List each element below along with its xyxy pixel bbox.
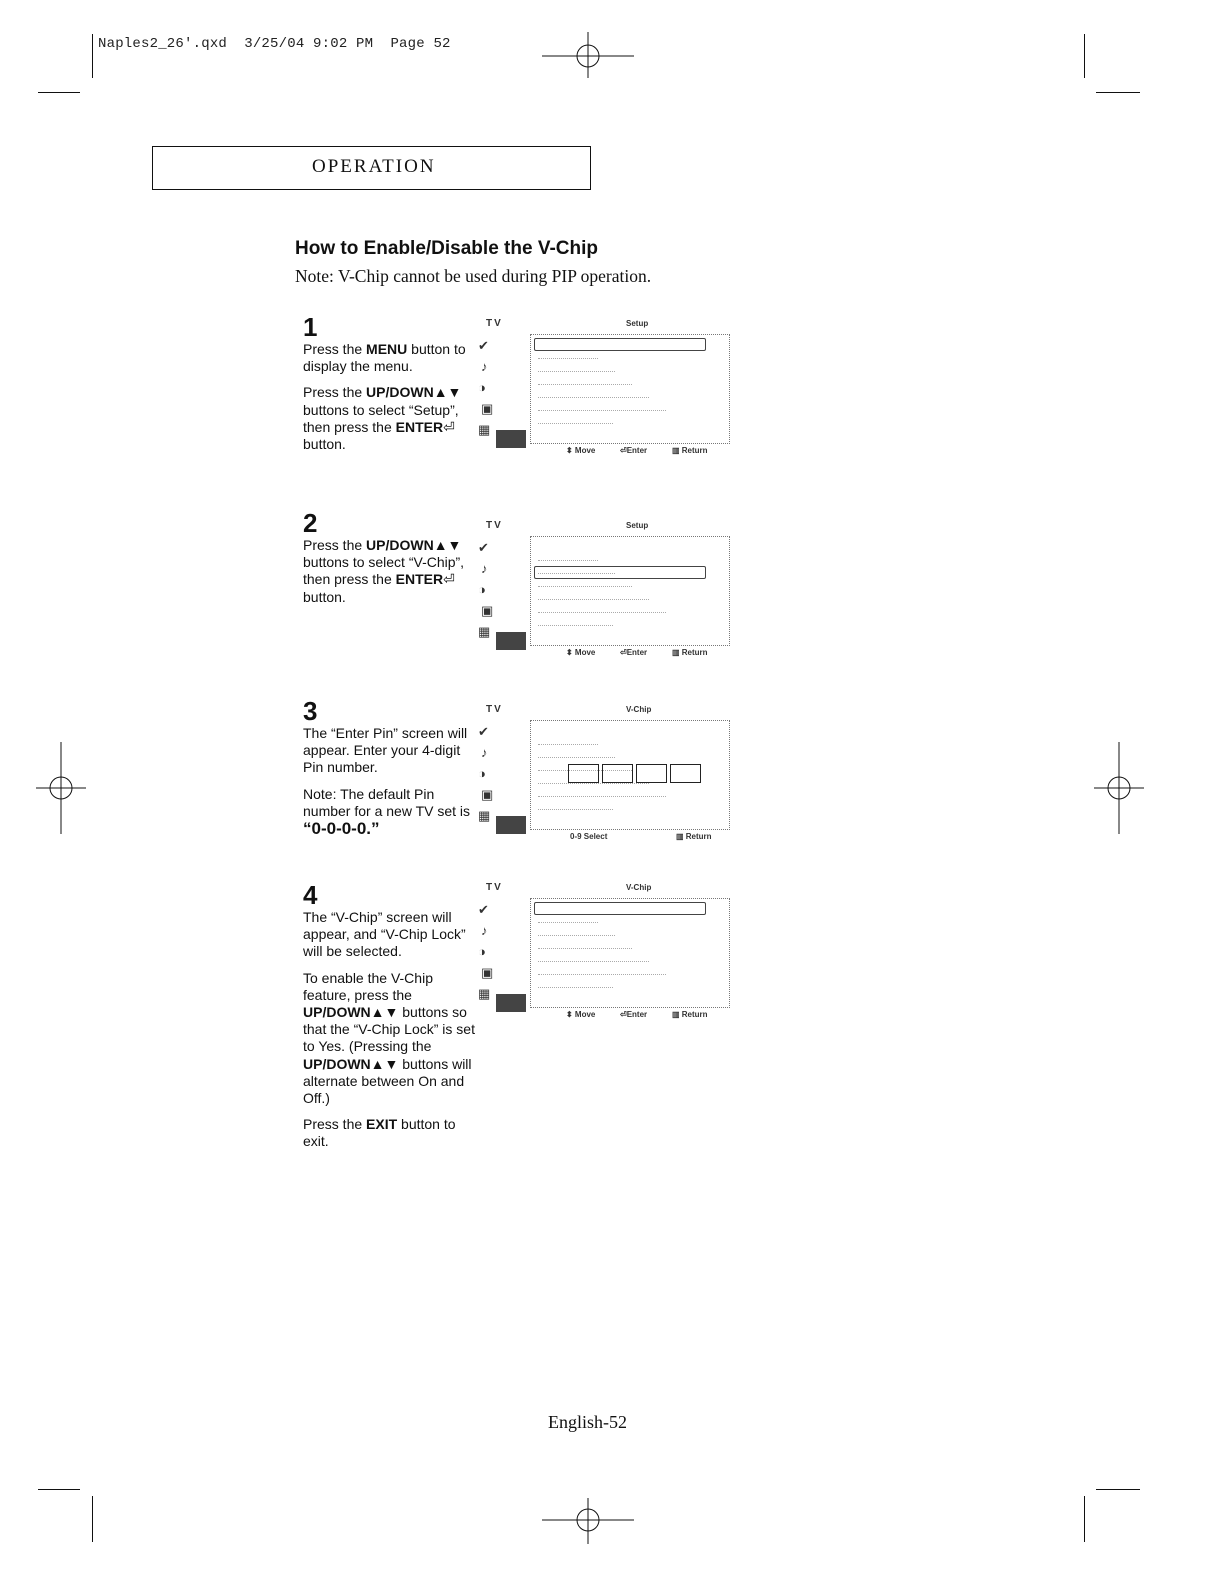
instruction-paragraph bbox=[303, 341, 478, 375]
menu-row-placeholder bbox=[538, 948, 632, 950]
screen-source-label: TV bbox=[486, 520, 503, 531]
menu-category-icon: ▦ bbox=[478, 422, 491, 437]
menu-category-icon: ✔ bbox=[478, 540, 489, 555]
menu-row-placeholder bbox=[538, 757, 615, 759]
screen-source-label: TV bbox=[486, 704, 503, 715]
menu-row-placeholder bbox=[538, 358, 598, 360]
menu-category-icon: ◑ bbox=[478, 766, 486, 781]
crop-mark bbox=[92, 1496, 93, 1542]
crop-mark bbox=[1096, 92, 1140, 93]
menu-category-icon: ▣ bbox=[481, 787, 494, 802]
instruction-text: ⏎ button. bbox=[303, 571, 455, 605]
screen-source-label: TV bbox=[486, 882, 503, 893]
menu-category-icon: ♪ bbox=[481, 745, 488, 760]
menu-category-icon: ◑ bbox=[478, 380, 486, 395]
button-name: UP/DOWN▲▼ bbox=[303, 1055, 399, 1072]
menu-row-placeholder bbox=[538, 796, 666, 798]
step-instructions bbox=[303, 909, 478, 1160]
setup-category-icon bbox=[496, 994, 526, 1012]
instruction-text: ⏎ button. bbox=[303, 418, 455, 453]
instruction-text: Press the bbox=[303, 384, 367, 401]
registration-mark-top bbox=[538, 30, 638, 80]
menu-category-icon: ✔ bbox=[478, 902, 489, 917]
page-number: English-52 bbox=[548, 1412, 627, 1432]
step-number: 1 bbox=[303, 312, 318, 342]
menu-category-icon: ▦ bbox=[478, 624, 491, 639]
screen-menu-title: Setup bbox=[626, 521, 649, 530]
menu-row-placeholder bbox=[538, 599, 649, 601]
menu-row-placeholder bbox=[538, 974, 666, 976]
menu-category-icon: ▣ bbox=[481, 401, 494, 416]
step-number: 3 bbox=[303, 696, 318, 726]
instruction-paragraph bbox=[303, 970, 478, 1108]
screen-nav-hint: ▥ Return bbox=[672, 1010, 708, 1019]
default-pin: “0-0-0-0.” bbox=[303, 819, 380, 839]
instruction-text: button to exit. bbox=[303, 1116, 456, 1150]
button-name: UP/DOWN▲▼ bbox=[366, 537, 462, 553]
menu-row-placeholder bbox=[538, 987, 613, 989]
menu-row-placeholder bbox=[538, 783, 649, 785]
screen-menu-title: V-Chip bbox=[626, 883, 652, 892]
selected-menu-row bbox=[534, 338, 706, 351]
instruction-text: Press the bbox=[303, 1116, 367, 1133]
pin-digit-box bbox=[636, 764, 667, 783]
instruction-paragraph bbox=[303, 786, 478, 839]
instruction-paragraph bbox=[303, 384, 478, 453]
menu-row-placeholder bbox=[538, 397, 649, 399]
page-heading: How to Enable/Disable the V-Chip bbox=[295, 238, 598, 259]
screen-nav-hint: 0-9 Select bbox=[570, 832, 608, 841]
instruction-paragraph bbox=[303, 537, 478, 606]
crop-mark bbox=[1084, 34, 1085, 78]
step-instructions bbox=[303, 725, 478, 847]
menu-category-icon: ♪ bbox=[481, 923, 488, 938]
button-name: UP/DOWN▲▼ bbox=[366, 384, 462, 401]
registration-mark-left bbox=[34, 740, 88, 836]
menu-row-placeholder bbox=[538, 423, 613, 425]
screen-nav-hint: ⬍ Move bbox=[566, 1010, 596, 1019]
osd-screen-1 bbox=[474, 318, 738, 468]
instruction-paragraph bbox=[303, 909, 478, 961]
pin-digit-box bbox=[602, 764, 633, 783]
menu-row-placeholder bbox=[538, 961, 649, 963]
instruction-paragraph bbox=[303, 1116, 478, 1150]
menu-row-placeholder bbox=[538, 935, 615, 937]
instruction-text: Note: The default Pin number for a new TV set is bbox=[303, 785, 471, 819]
instruction-text: To enable the V-Chip feature, press the bbox=[303, 969, 433, 1003]
screen-nav-hint: ⏎Enter bbox=[620, 1010, 648, 1019]
instruction-text: The “V-Chip” screen will appear, and “V-Chip Lock” will be selected. bbox=[303, 909, 466, 960]
instruction-text: Press the bbox=[303, 537, 367, 553]
registration-mark-bottom bbox=[538, 1496, 638, 1546]
instruction-text: buttons to select “Setup”, then press the bbox=[303, 401, 459, 435]
section-title: OPERATION bbox=[312, 156, 436, 177]
crop-mark bbox=[1084, 1496, 1085, 1542]
step-number: 4 bbox=[303, 880, 318, 910]
setup-category-icon bbox=[496, 816, 526, 834]
screen-source-label: TV bbox=[486, 318, 503, 329]
menu-category-icon: ✔ bbox=[478, 338, 489, 353]
button-name: UP/DOWN▲▼ bbox=[303, 1004, 399, 1021]
instruction-text: Press the bbox=[303, 341, 367, 357]
menu-row-placeholder bbox=[538, 625, 613, 627]
crop-mark bbox=[38, 1489, 80, 1490]
instruction-text: buttons to select “V-Chip”, then press the bbox=[303, 554, 465, 588]
screen-nav-hint: ▥ Return bbox=[672, 648, 708, 657]
setup-category-icon bbox=[496, 632, 526, 650]
file-slug: Naples2_26'.qxd 3/25/04 9:02 PM Page 52 bbox=[98, 36, 451, 52]
menu-category-icon: ▣ bbox=[481, 603, 494, 618]
screen-menu-title: Setup bbox=[626, 319, 649, 328]
button-name: ENTER bbox=[395, 571, 444, 588]
osd-screen-2 bbox=[474, 520, 738, 670]
screen-nav-hint: ⏎Enter bbox=[620, 446, 648, 455]
button-name: ENTER bbox=[395, 418, 444, 435]
screen-nav-hint: ⬍ Move bbox=[566, 446, 596, 455]
menu-category-icon: ♪ bbox=[481, 359, 488, 374]
osd-screen-4 bbox=[474, 882, 738, 1032]
menu-row-placeholder bbox=[538, 384, 632, 386]
screen-nav-hint: ▥ Return bbox=[672, 446, 708, 455]
menu-row-placeholder bbox=[538, 809, 613, 811]
step-instructions bbox=[303, 341, 478, 462]
selected-menu-row bbox=[534, 902, 706, 915]
screen-menu-title: V-Chip bbox=[626, 705, 652, 714]
instruction-text: buttons so that the “V-Chip Lock” is set to Yes. (Pressing the bbox=[303, 1004, 475, 1055]
menu-row-placeholder bbox=[538, 560, 598, 562]
pin-digit-box bbox=[568, 764, 599, 783]
crop-mark bbox=[38, 92, 80, 93]
menu-category-icon: ◑ bbox=[478, 944, 486, 959]
crop-mark bbox=[1096, 1489, 1140, 1490]
page-note: Note: V-Chip cannot be used during PIP operation. bbox=[295, 266, 652, 286]
menu-row-placeholder bbox=[538, 573, 615, 575]
menu-row-placeholder bbox=[538, 410, 666, 412]
menu-category-icon: ◑ bbox=[478, 582, 486, 597]
menu-category-icon: ▦ bbox=[478, 986, 491, 1001]
screen-nav-hint: ▥ Return bbox=[676, 832, 712, 841]
screen-nav-hint: ⏎Enter bbox=[620, 648, 648, 657]
menu-category-icon: ▣ bbox=[481, 965, 494, 980]
setup-category-icon bbox=[496, 430, 526, 448]
menu-row-placeholder bbox=[538, 371, 615, 373]
instruction-paragraph bbox=[303, 725, 478, 777]
menu-category-icon: ✔ bbox=[478, 724, 489, 739]
menu-row-placeholder bbox=[538, 612, 666, 614]
pin-digit-box bbox=[670, 764, 701, 783]
crop-mark bbox=[92, 34, 93, 78]
button-name: EXIT bbox=[366, 1116, 398, 1133]
button-name: MENU bbox=[366, 341, 408, 357]
instruction-text: buttons will alternate between On and Off.) bbox=[303, 1055, 472, 1107]
osd-screen-3 bbox=[474, 704, 738, 854]
menu-category-icon: ♪ bbox=[481, 561, 488, 576]
step-instructions bbox=[303, 537, 478, 615]
menu-row-placeholder bbox=[538, 922, 598, 924]
step-number: 2 bbox=[303, 508, 318, 538]
instruction-text: The “Enter Pin” screen will appear. Enter your 4-digit Pin number. bbox=[303, 725, 468, 776]
screen-nav-hint: ⬍ Move bbox=[566, 648, 596, 657]
registration-mark-right bbox=[1092, 740, 1146, 836]
menu-row-placeholder bbox=[538, 744, 598, 746]
menu-category-icon: ▦ bbox=[478, 808, 491, 823]
menu-row-placeholder bbox=[538, 586, 632, 588]
screen-menu-frame bbox=[530, 536, 730, 646]
instruction-text: button to display the menu. bbox=[303, 341, 466, 375]
